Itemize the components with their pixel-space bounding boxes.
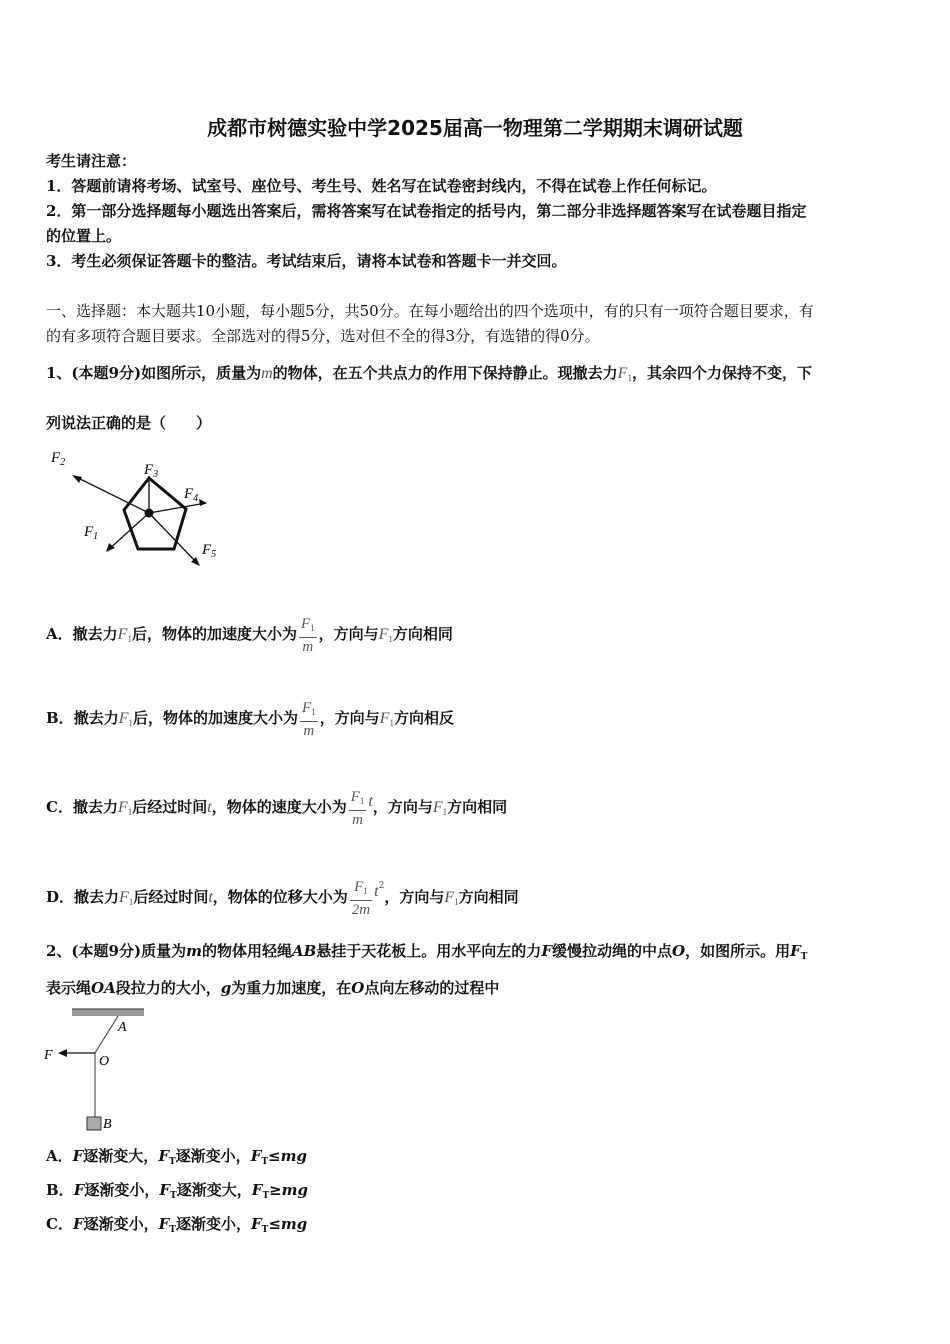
section-intro-1: 一、选择题：本大题共10小题，每小题5分，共50分。在每小题给出的四个选项中，有的只有一项符合题目要求，有	[46, 302, 814, 320]
q1-force-diagram	[46, 446, 231, 571]
ceiling	[72, 1009, 144, 1016]
arrow-f4	[149, 503, 206, 513]
q2-option-c[interactable]: C．F逐渐变小，$F_T$逐渐变小，$F_T\le mg$	[46, 1215, 308, 1235]
section-intro-2: 的有多项符合题目要求。全部选对的得5分，选对但不全的得3分，有选错的得0分。	[46, 327, 600, 345]
q1-option-d[interactable]: D．撤去力$F_1$后经过时间t，物体的位移大小为 $\frac{F_1}{2m}$ $t^2$，方向与$F_1$方向相同	[46, 878, 519, 918]
notice-item-2: 2．第一部分选择题每小题选出答案后，需将答案写在试卷指定的括号内，第二部分非选择题答案写在试卷题目指定	[46, 202, 807, 220]
label-b: B	[103, 1117, 112, 1132]
q1-stem-cont: 列说法正确的是（ ）	[46, 414, 212, 432]
rope-oa	[95, 1016, 118, 1053]
notice-item-3: 3．考生必须保证答题卡的整洁。考试结束后，请将本试卷和答题卡一并交回。	[46, 252, 567, 270]
arrow-f5	[149, 513, 198, 564]
pentagon-body	[124, 478, 186, 549]
notice-heading: 考生请注意：	[46, 152, 137, 170]
q1-option-b[interactable]: B．撤去力$F_1$后，物体的加速度大小为 $\frac{F_1}{m}$ ，方向与$F_1$方向相反	[46, 699, 454, 739]
q2-stem: 2、(本题9分)质量为m的物体用轻绳AB悬挂于天花板上。用水平向左的力F缓慢拉动绳的中点O，如图所示。用$F_T$	[46, 942, 808, 962]
q2-rope-diagram	[40, 1006, 155, 1134]
label-o: O	[99, 1054, 110, 1069]
label-f4: $F_4$	[184, 486, 199, 504]
label-f3: $F_3$	[144, 462, 159, 480]
label-f2: $F_2$	[51, 450, 66, 468]
page-title: 成都市树德实验中学2025届高一物理第二学期期末调研试题	[207, 116, 743, 140]
q1-option-a[interactable]: A．撤去力$F_1$后，物体的加速度大小为 $\frac{F_1}{m}$ ，方向与$F_1$方向相同	[46, 615, 453, 655]
label-f: F	[44, 1048, 53, 1063]
q1-option-c[interactable]: C．撤去力$F_1$后经过时间t，物体的速度大小为 $\frac{F_1}{m}$ t，方向与$F_1$方向相同	[46, 788, 508, 828]
q1-stem: 1、(本题9分)如图所示，质量为m的物体，在五个共点力的作用下保持静止。现撤去力$F_1$，其余四个力保持不变，下	[46, 364, 812, 383]
q2-stem-cont: 表示绳OA段拉力的大小，g为重力加速度，在O点向左移动的过程中	[46, 979, 500, 997]
q2-option-a[interactable]: A．F逐渐变大，$F_T$逐渐变小，$F_T\le mg$	[46, 1147, 307, 1167]
q2-option-b[interactable]: B．F逐渐变小，$F_T$逐渐变大，$F_T\ge mg$	[46, 1181, 309, 1201]
mass-block	[87, 1117, 101, 1130]
notice-item-1: 1．答题前请将考场、试室号、座位号、考生号、姓名写在试卷密封线内，不得在试卷上作任何标记。	[46, 177, 717, 195]
notice-item-2-cont: 的位置上。	[46, 227, 122, 245]
label-a: A	[118, 1020, 127, 1035]
label-f5: $F_5$	[202, 542, 217, 560]
label-f1: $F_1$	[84, 524, 99, 542]
